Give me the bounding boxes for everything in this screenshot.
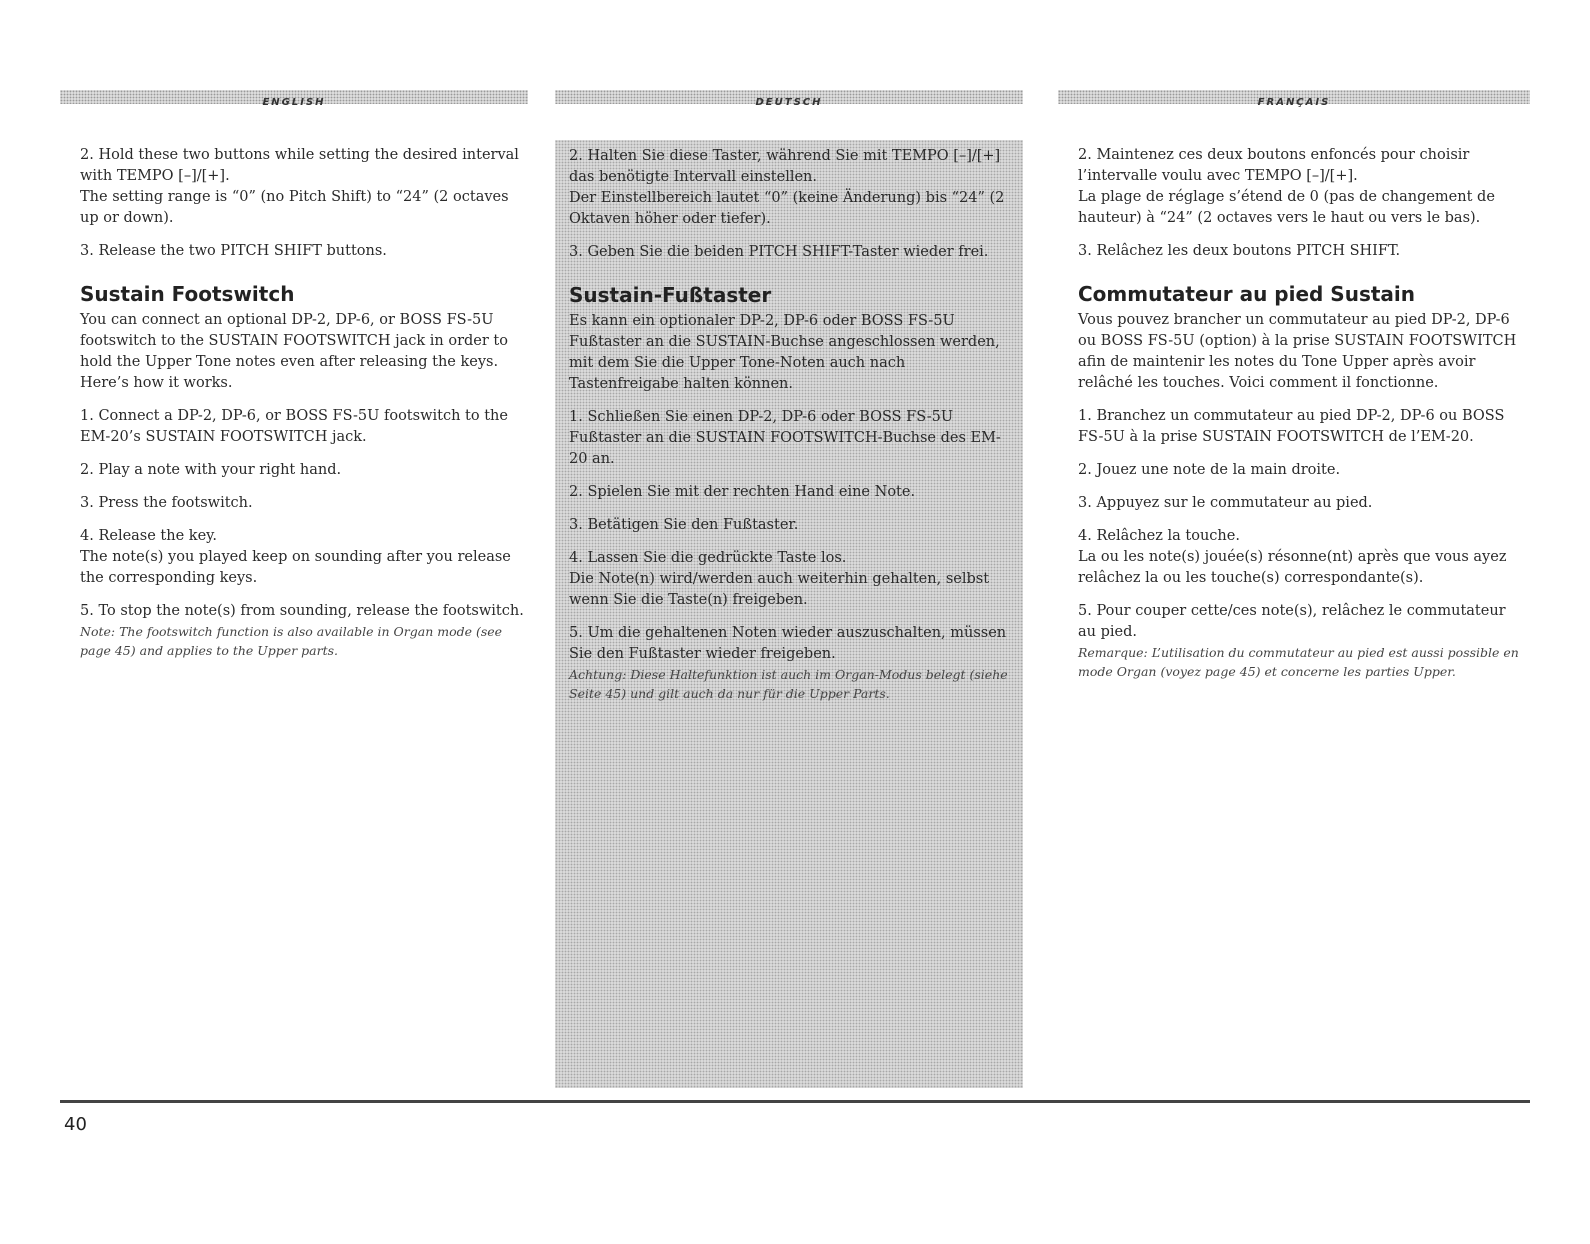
english-sustain-step-4-detail: The note(s) you played keep on sounding after you release the corresponding keys. xyxy=(80,549,511,586)
deutsch-column xyxy=(555,140,1023,1088)
english-sustain-step-1: 1. Connect a DP-2, DP-6, or BOSS FS-5U footswitch to the EM-20’s SUSTAIN FOOTSWITCH jack. xyxy=(80,408,508,445)
francais-sustain-step-4-detail: La ou les note(s) jouée(s) résonne(nt) après que vous ayez relâchez la ou les touche(s) correspondante(s). xyxy=(1078,549,1507,586)
english-sustain-step-4: 4. Release the key. xyxy=(80,528,218,544)
deutsch-intro: Es kann ein optionaler DP-2, DP-6 oder BOSS FS-5U Fußtaster an die SUSTAIN-Buchse angeschlossen werden, mit dem Sie die Upper Tone-Noten auch nach Tastenfreigabe halten können. xyxy=(569,313,1000,392)
english-step-2-detail: The setting range is “0” (no Pitch Shift) to “24” (2 octaves up or down). xyxy=(80,189,509,226)
francais-header-bar xyxy=(1058,90,1530,108)
deutsch-sustain-step-4: 4. Lassen Sie die gedrückte Taste los. xyxy=(569,550,847,566)
deutsch-sustain-step-2: 2. Spielen Sie mit der rechten Hand eine Note. xyxy=(569,484,916,500)
english-header-bar xyxy=(60,90,528,108)
deutsch-sustain-step-5: 5. Um die gehaltenen Noten wieder auszuschalten, müssen Sie den Fußtaster wieder freigeben. xyxy=(569,625,1007,662)
deutsch-header-bar xyxy=(555,90,1023,108)
francais-note: Remarque: L’utilisation du commutateur au pied est aussi possible en mode Organ (voyez page 45) et concerne les parties Upper. xyxy=(1078,645,1519,679)
deutsch-header-label: DEUTSCH xyxy=(755,97,823,108)
francais-section-heading: Commutateur au pied Sustain xyxy=(1078,282,1415,306)
deutsch-step-2: 2. Halten Sie diese Taster, während Sie mit TEMPO [–]/[+] das benötigte Intervall einstellen. xyxy=(569,148,1001,185)
francais-column xyxy=(1078,145,1526,693)
francais-header-label: FRANÇAIS xyxy=(1257,97,1331,108)
francais-sustain-step-3: 3. Appuyez sur le commutateur au pied. xyxy=(1078,495,1373,511)
english-sustain-step-3: 3. Press the footswitch. xyxy=(80,495,253,511)
francais-intro: Vous pouvez brancher un commutateur au pied DP-2, DP-6 ou BOSS FS-5U (option) à la prise SUSTAIN FOOTSWITCH afin de maintenir les notes du Tone Upper après avoir relâché les touches. Voici comment il fonctionne. xyxy=(1078,312,1517,391)
deutsch-section-heading: Sustain-Fußtaster xyxy=(569,283,772,307)
deutsch-step-2-detail: Der Einstellbereich lautet “0” (keine Änderung) bis “24” (2 Oktaven höher oder tiefer). xyxy=(569,190,1005,227)
footer-rule xyxy=(60,1100,1530,1103)
english-sustain-step-2: 2. Play a note with your right hand. xyxy=(80,462,342,478)
english-section-heading: Sustain Footswitch xyxy=(80,282,295,306)
francais-sustain-step-2: 2. Jouez une note de la main droite. xyxy=(1078,462,1341,478)
english-step-3: 3. Release the two PITCH SHIFT buttons. xyxy=(80,243,387,259)
francais-step-3: 3. Relâchez les deux boutons PITCH SHIFT. xyxy=(1078,243,1401,259)
francais-sustain-step-5: 5. Pour couper cette/ces note(s), relâchez le commutateur au pied. xyxy=(1078,603,1506,640)
english-intro: You can connect an optional DP-2, DP-6, or BOSS FS-5U footswitch to the SUSTAIN FOOTSWITCH jack in order to hold the Upper Tone notes even after releasing the keys. Here’s how it works. xyxy=(80,312,508,391)
francais-sustain-step-4: 4. Relâchez la touche. xyxy=(1078,528,1240,544)
deutsch-sustain-step-3: 3. Betätigen Sie den Fußtaster. xyxy=(569,517,799,533)
english-column xyxy=(80,145,530,672)
deutsch-note: Achtung: Diese Haltefunktion ist auch im Organ-Modus belegt (siehe Seite 45) und gilt auch da nur für die Upper Parts. xyxy=(569,667,1008,701)
english-step-2: 2. Hold these two buttons while setting the desired interval with TEMPO [–]/[+]. xyxy=(80,147,519,184)
deutsch-sustain-step-4-detail: Die Note(n) wird/werden auch weiterhin gehalten, selbst wenn Sie die Taste(n) freigeben. xyxy=(569,571,990,608)
english-sustain-step-5: 5. To stop the note(s) from sounding, release the footswitch. xyxy=(80,603,524,619)
francais-step-2-detail: La plage de réglage s’étend de 0 (pas de changement de hauteur) à “24” (2 octaves vers le haut ou vers le bas). xyxy=(1078,189,1495,226)
page-number: 40 xyxy=(64,1114,87,1135)
english-header-label: ENGLISH xyxy=(262,97,326,108)
english-note: Note: The footswitch function is also available in Organ mode (see page 45) and applies to the Upper parts. xyxy=(80,624,503,658)
deutsch-step-3: 3. Geben Sie die beiden PITCH SHIFT-Taster wieder frei. xyxy=(569,244,989,260)
francais-sustain-step-1: 1. Branchez un commutateur au pied DP-2, DP-6 ou BOSS FS-5U à la prise SUSTAIN FOOTSWITCH de l’EM-20. xyxy=(1078,408,1505,445)
francais-step-2: 2. Maintenez ces deux boutons enfoncés pour choisir l’intervalle voulu avec TEMPO [–]/[+]. xyxy=(1078,147,1470,184)
deutsch-sustain-step-1: 1. Schließen Sie einen DP-2, DP-6 oder BOSS FS-5U Fußtaster an die SUSTAIN FOOTSWITCH-Buchse des EM-20 an. xyxy=(569,409,1001,467)
